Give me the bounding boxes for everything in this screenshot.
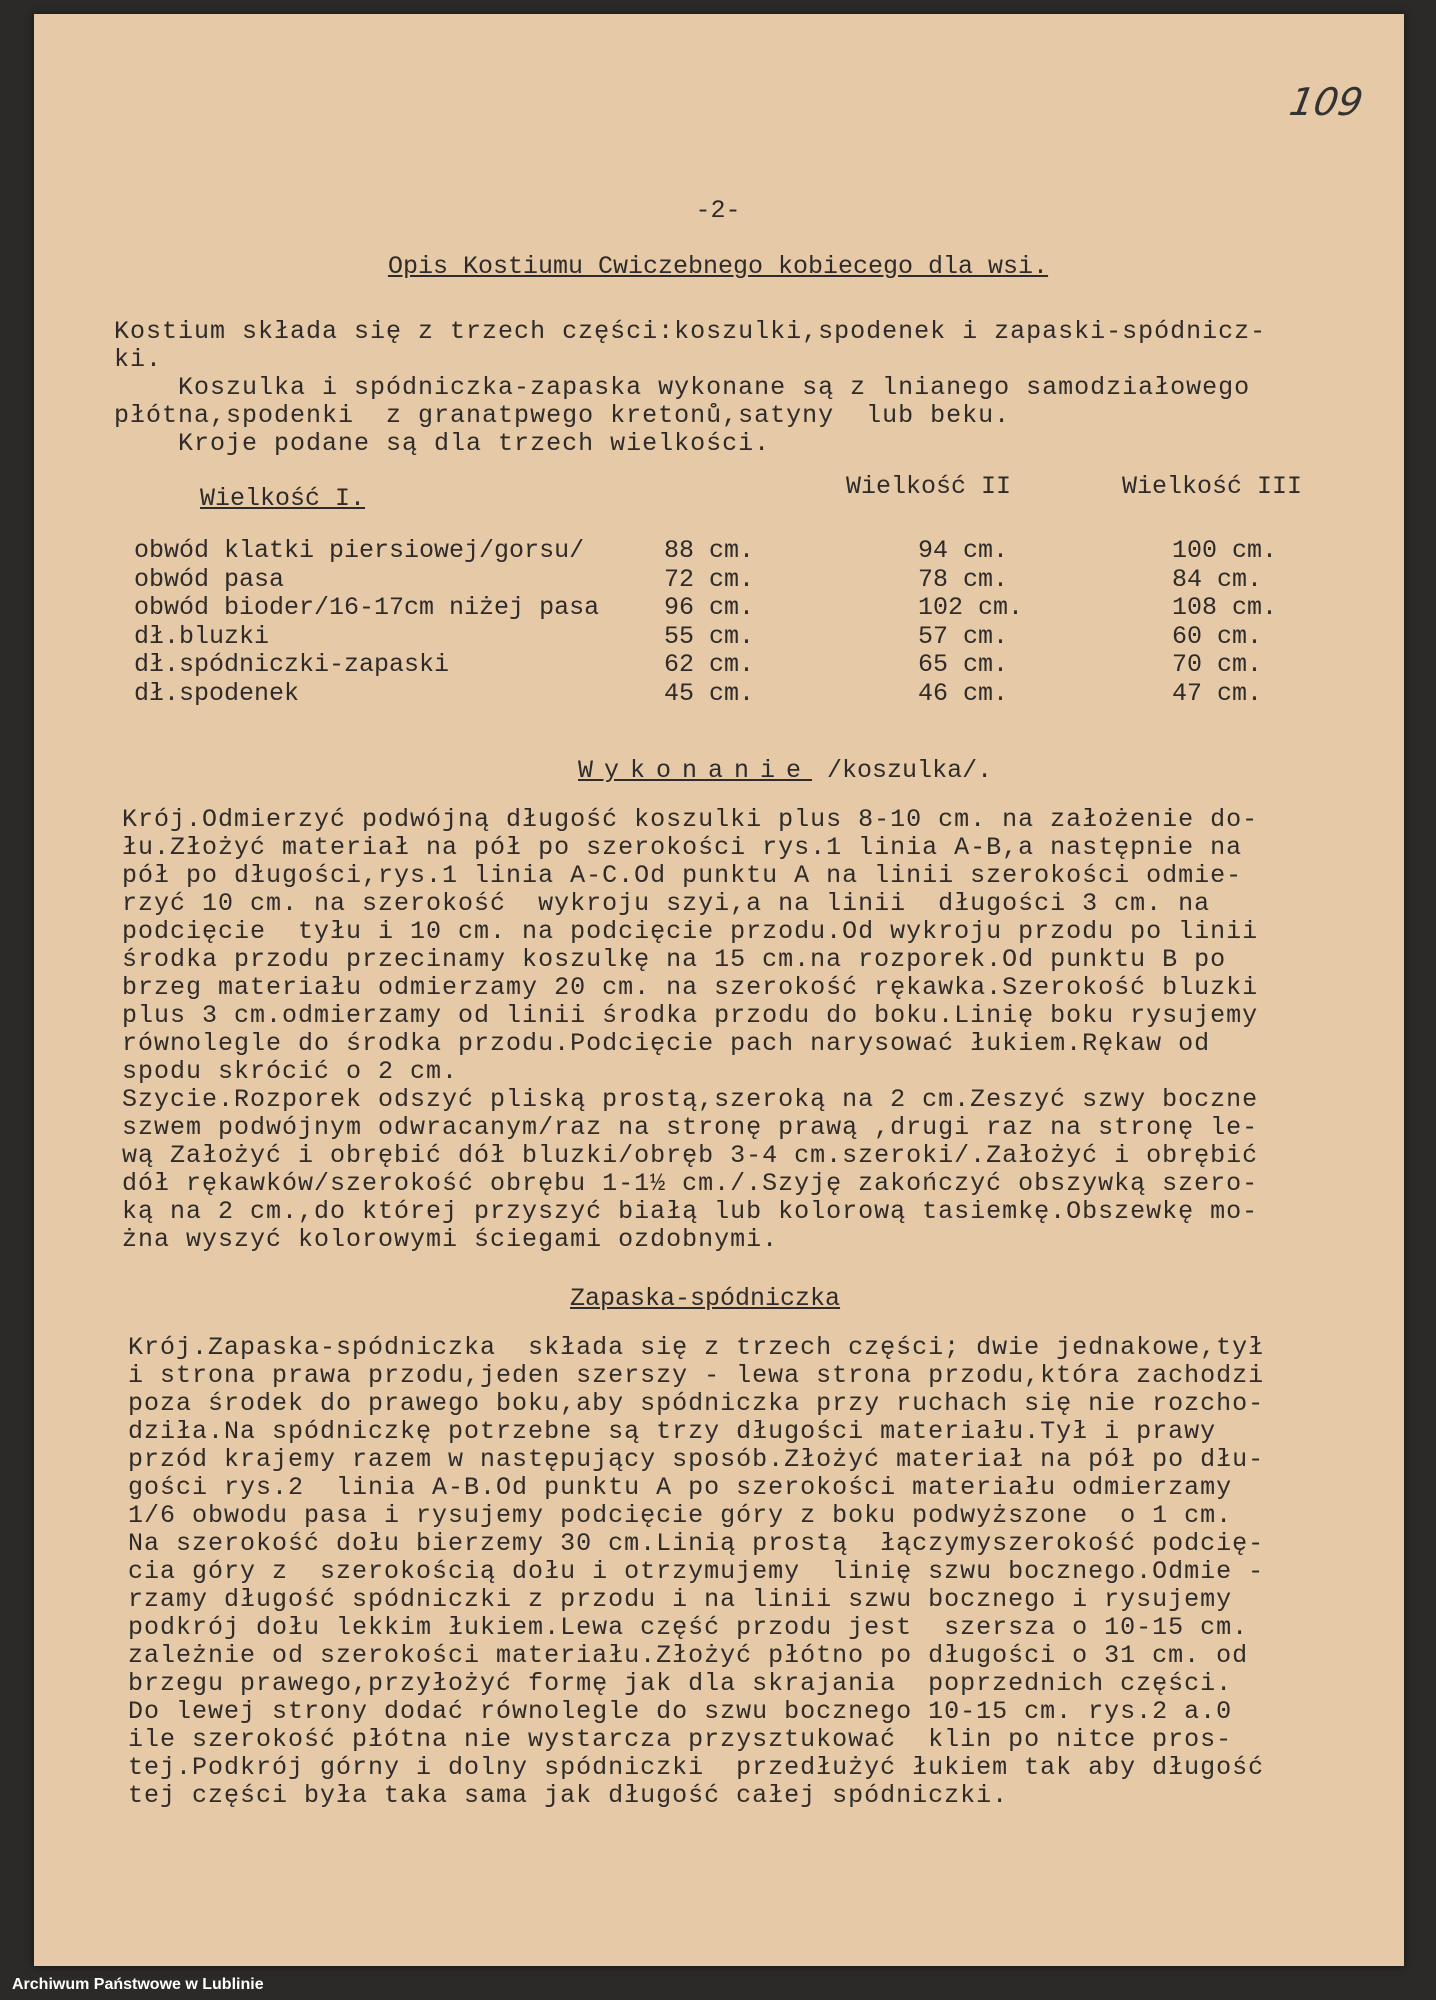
size-row-label: obwód bioder/16-17cm niżej pasa (134, 593, 600, 622)
size-row-label: dł.spodenek (134, 678, 300, 708)
section2-line: tej części była taka sama jak długość całej spódniczki. (128, 1781, 1009, 1810)
section1-line: brzeg materiału odmierzamy 20 cm. na szerokość rękawka.Szerokość bluzki (122, 973, 1259, 1002)
section2-heading: Zapaska-spódniczka (570, 1284, 841, 1313)
size-value-s3: 84 cm. (1172, 564, 1263, 594)
section1-line: równolegle do środka przodu.Podcięcie pach narysować łukiem.Rękaw od (122, 1029, 1211, 1058)
section2-line: 1/6 obwodu pasa i rysujemy podcięcie góry z boku podwyższone o 1 cm. (128, 1501, 1233, 1530)
page-number: 109 (1286, 80, 1367, 124)
size-value-s2: 94 cm. (918, 536, 1009, 565)
size-value-s3: 47 cm. (1172, 678, 1263, 708)
section1-line: ką na 2 cm.,do której przyszyć białą lub kolorową tasiemkę.Obszewkę mo- (122, 1197, 1259, 1226)
size-value-s1: 55 cm. (664, 621, 755, 651)
size-header-1: Wielkość I. (200, 484, 366, 513)
section1-line: żna wyszyć kolorowymi ściegami ozdobnymi. (122, 1225, 779, 1254)
size-row-label: dł.bluzki (134, 621, 270, 651)
size-value-s3: 108 cm. (1172, 593, 1278, 622)
section2-line: gości rys.2 linia A-B.Od punktu A po szerokości materiału odmierzamy (128, 1473, 1233, 1502)
section2-line: ile szerokość płótna nie wystarcza przysztukować klin po nitce pros- (128, 1725, 1233, 1754)
size-value-s2: 65 cm. (918, 650, 1009, 679)
section2-line: rzamy długość spódniczki z przodu i na linii szwu bocznego i rysujemy (128, 1585, 1233, 1614)
size-value-s1: 62 cm. (664, 650, 755, 679)
section2-line: tej.Podkrój górny i dolny spódniczki przedłużyć łukiem tak aby długość (128, 1753, 1265, 1782)
section1-heading-suffix: /koszulka/. (827, 756, 993, 785)
size-header-2: Wielkość II (846, 472, 1012, 501)
size-value-s2: 102 cm. (918, 593, 1024, 622)
size-value-s2: 46 cm. (918, 678, 1009, 708)
section2-line: dziła.Na spódniczkę potrzebne są trzy długości materiału.Tył i prawy (128, 1417, 1217, 1446)
size-value-s1: 45 cm. (664, 678, 755, 708)
section2-line: przód krajemy razem w następujący sposób.Złożyć materiał na pół po dłu- (128, 1445, 1265, 1474)
size-row-label: obwód pasa (134, 564, 285, 594)
size-value-s1: 96 cm. (664, 593, 755, 622)
size-value-s2: 78 cm. (918, 564, 1009, 594)
section1-line: łu.Złożyć materiał na pół po szerokości rys.1 linia A-B,a następnie na (122, 833, 1243, 862)
page-heading: -2- (695, 196, 741, 225)
section2-line: poza środek do prawego boku,aby spódniczka przy ruchach się nie rozcho- (128, 1389, 1265, 1418)
section1-line: pół po długości,rys.1 linia A-C.Od punktu A na linii szerokości odmie- (122, 861, 1243, 890)
section1-line: środka przodu przecinamy koszulkę na 15 cm.na rozporek.Od punktu B po (122, 945, 1227, 974)
size-value-s3: 100 cm. (1172, 536, 1278, 565)
section1-heading-row (578, 756, 992, 785)
document-title: Opis Kostiumu Cwiczebnego kobiecego dla wsi. (387, 252, 1049, 281)
size-value-s1: 88 cm. (664, 536, 755, 565)
section1-line: spodu skrócić o 2 cm. (122, 1057, 459, 1086)
intro-line: Kostium składa się z trzech części:koszulki,spodenek i zapaski-spódnicz- (114, 317, 1267, 346)
section2-line: cia góry z szerokością dołu i otrzymujemy linię szwu bocznego.Odmie - (128, 1557, 1265, 1586)
section2-line: Krój.Zapaska-spódniczka składa się z trzech części; dwie jednakowe,tył (128, 1333, 1265, 1362)
intro-line: Koszulka i spódniczka-zapaska wykonane są z lnianego samodziałowego (114, 373, 1251, 402)
size-row-label: dł.spódniczki-zapaski (134, 650, 450, 679)
intro-line: ki. (114, 345, 163, 374)
section2-line: podkrój dołu lekkim łukiem.Lewa część przodu jest szersza o 10-15 cm. (128, 1613, 1249, 1642)
section1-line: Krój.Odmierzyć podwójną długość koszulki plus 8-10 cm. na założenie do- (122, 805, 1259, 834)
section2-line: brzegu prawego,przyłożyć formę jak dla skrajania poprzednich części. (128, 1669, 1233, 1698)
size-value-s1: 72 cm. (664, 564, 755, 594)
section1-line: rzyć 10 cm. na szerokość wykroju szyi,a na linii długości 3 cm. na (122, 889, 1211, 918)
size-value-s3: 70 cm. (1172, 650, 1263, 679)
section1-heading: Wykonanie (578, 756, 813, 785)
size-header-3: Wielkość III (1122, 472, 1303, 501)
intro-line: płótna,spodenki z granatpwego kretonů,satyny lub beku. (114, 401, 1011, 430)
section1-line: Szycie.Rozporek odszyć pliską prostą,szeroką na 2 cm.Zeszyć szwy boczne (122, 1085, 1259, 1114)
size-value-s3: 60 cm. (1172, 621, 1263, 651)
section1-line: podcięcie tyłu i 10 cm. na podcięcie przodu.Od wykroju przodu po linii (122, 917, 1259, 946)
section2-line: Na szerokość dołu bierzemy 30 cm.Linią prostą łączymyszerokość podcię- (128, 1529, 1265, 1558)
section1-line: szwem podwójnym odwracanym/raz na stronę prawą ,drugi raz na stronę le- (122, 1113, 1259, 1142)
section1-line: dół rękawków/szerokość obrębu 1-1½ cm./.Szyję zakończyć obszywką szero- (122, 1169, 1259, 1198)
section1-line: wą Założyć i obrębić dół bluzki/obręb 3-4 cm.szeroki/.Założyć i obrębić (122, 1141, 1259, 1170)
archive-footer: Archiwum Państwowe w Lublinie (12, 1976, 264, 1993)
section1-line: plus 3 cm.odmierzamy od linii środka przodu do boku.Linię boku rysujemy (122, 1001, 1259, 1030)
size-value-s2: 57 cm. (918, 621, 1009, 651)
section2-line: zależnie od szerokości materiału.Złożyć płótno po długości o 31 cm. od (128, 1641, 1249, 1670)
intro-line: Kroje podane są dla trzech wielkości. (114, 429, 771, 458)
size-row-label: obwód klatki piersiowej/gorsu/ (134, 536, 585, 565)
section2-line: Do lewej strony dodać równolegle do szwu bocznego 10-15 cm. rys.2 a.0 (128, 1697, 1233, 1726)
section2-line: i strona prawa przodu,jeden szerszy - lewa strona przodu,która zachodzi (128, 1361, 1265, 1390)
